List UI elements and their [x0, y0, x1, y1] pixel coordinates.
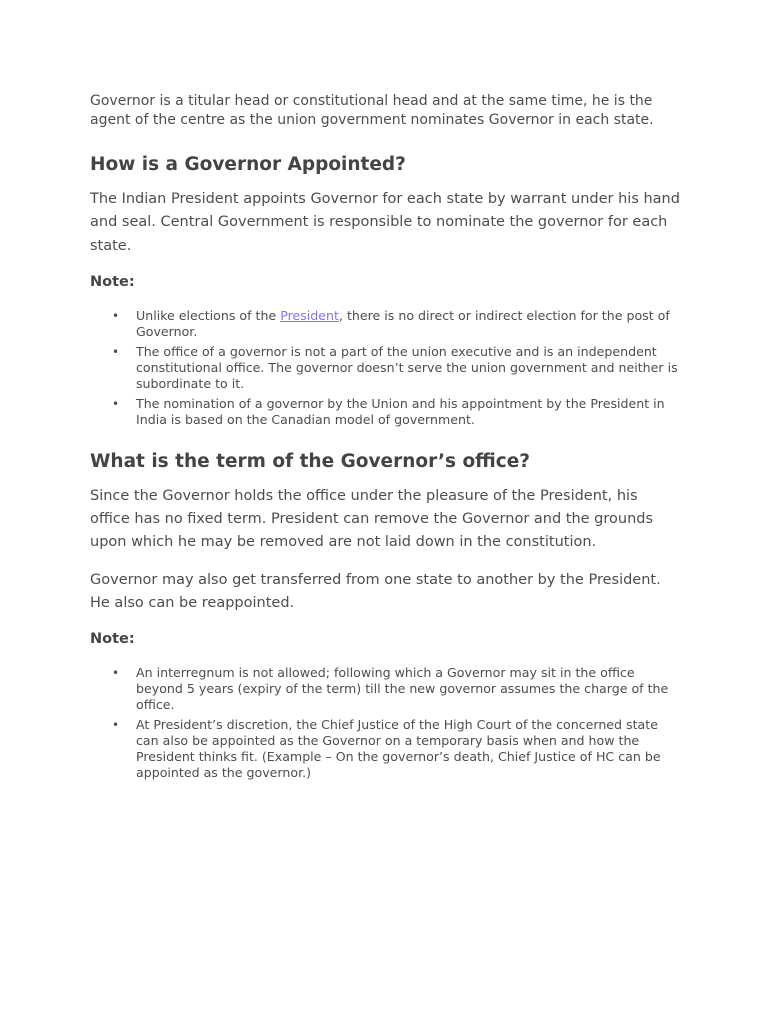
list-item — [112, 395, 680, 428]
list-item — [112, 717, 680, 781]
list-item-text: An interregnum is not allowed; following which a Governor may sit in the office beyond 5 years (expiry of the term) till the new governor assumes the charge of the office. — [136, 665, 669, 713]
transfer-paragraph: Governor may also get transferred from one state to another by the President. He also can be reappointed. — [90, 571, 661, 612]
note-label: Note: — [90, 631, 135, 648]
list-item-text-end: , there is no direct or indirect election for the post of Governor. — [136, 307, 670, 339]
list-item-text: The nomination of a governor by the Union and his appointment by the President in India is based on the Canadian model of government. — [136, 395, 665, 427]
list-item — [112, 343, 680, 392]
president-link[interactable]: President — [280, 307, 339, 323]
bullet-icon: • — [112, 718, 120, 733]
term-notes-list — [90, 665, 680, 781]
list-item — [112, 307, 680, 340]
bullet-icon: • — [112, 666, 120, 681]
term-paragraph: Since the Governor holds the office under the pleasure of the President, his office has no fixed term. President can remove the Governor and the grounds upon which he may be removed are not laid down in the constitution. — [90, 487, 654, 551]
list-item-text: The office of a governor is not a part of the union executive and is an independent constitutional office. The governor doesn’t serve the union government and neither is subordinate to it. — [136, 343, 678, 391]
bullet-icon: • — [112, 344, 120, 359]
bullet-icon: • — [112, 308, 120, 323]
intro-paragraph: Governor is a titular head or constitutional head and at the same time, he is the agent of the centre as the union government nominates Governor in each state. — [90, 93, 654, 128]
list-item — [112, 665, 680, 713]
appointment-notes-list — [90, 308, 680, 428]
note-label: Note: — [90, 273, 135, 290]
section-heading-term: What is the term of the Governor’s office? — [90, 450, 531, 472]
section-heading-appointment: How is a Governor Appointed? — [90, 154, 406, 175]
list-item-text: At President’s discretion, the Chief Justice of the High Court of the concerned state can also be appointed as the Governor on a temporary basis when and how the President thinks fit. (Example – On the governor’s death, Chief Justice of HC can be appointed as the governor.) — [136, 717, 661, 781]
list-item-text-start: Unlike elections of the — [136, 307, 281, 323]
bullet-icon: • — [112, 396, 120, 411]
appointment-paragraph: The Indian President appoints Governor for each state by warrant under his hand and seal. Central Government is responsible to nominate the governor for each state. — [90, 191, 680, 254]
